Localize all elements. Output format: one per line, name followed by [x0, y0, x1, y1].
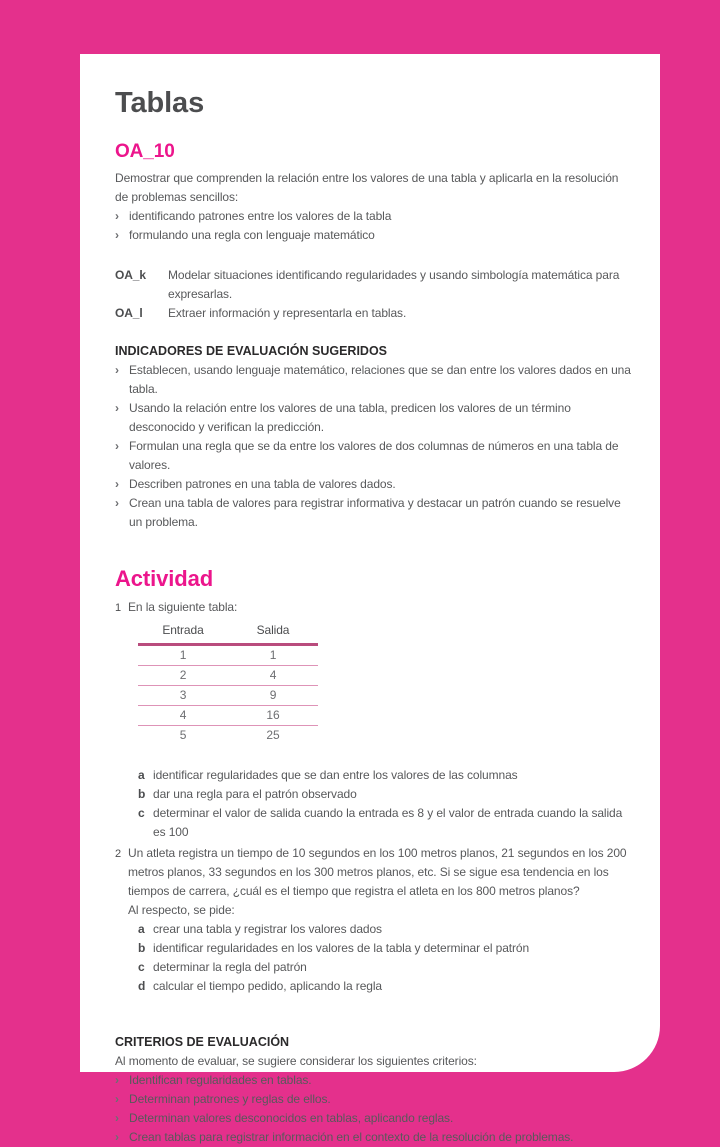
chevron-bullet-icon: › [115, 1111, 119, 1125]
activity-item-1 [115, 598, 632, 842]
page-title: Tablas [115, 87, 205, 119]
table-cell: 9 [228, 686, 318, 706]
list-item [115, 437, 632, 475]
list-item [115, 1090, 632, 1109]
criteria-list [115, 1071, 632, 1147]
list-item-text: Formulan una regla que se da entre los valores de dos columnas de números en una tabla de valores. [129, 439, 619, 472]
table-cell: 1 [228, 645, 318, 666]
table-header-row [138, 621, 318, 645]
table-cell: 4 [228, 666, 318, 686]
oa-ref-label: OA_k [115, 268, 146, 282]
list-item [115, 1128, 632, 1147]
activity-2-task-list [138, 920, 632, 996]
table-row [138, 686, 318, 706]
list-item [115, 1109, 632, 1128]
chevron-bullet-icon: › [115, 1130, 119, 1144]
oa-references [115, 266, 632, 323]
table-row [138, 726, 318, 746]
activity-item-2-text: Un atleta registra un tiempo de 10 segundos en los 100 metros planos, 21 segundos en los 200 metros planos, 33 segundos en los 300 metros planos, etc. Si se sigue esa tendencia en los tiempos de carrera, ¿cuál es el tiempo que registra el atleta en los 800 metros planos? [128, 846, 627, 898]
table-header-cell: Entrada [138, 621, 228, 645]
task-text: dar una regla para el patrón observado [153, 787, 357, 801]
table-row [138, 706, 318, 726]
table-header-cell: Salida [228, 621, 318, 645]
task-item [138, 785, 632, 804]
task-text: determinar el valor de salida cuando la entrada es 8 y el valor de entrada cuando la salida es 100 [153, 806, 623, 839]
item-body [128, 844, 632, 996]
activity-1-task-list [138, 766, 632, 842]
oa-ref-text: Modelar situaciones identificando regularidades y usando simbología matemática para expresarlas. [168, 268, 620, 301]
task-item [138, 939, 632, 958]
task-letter: b [138, 787, 146, 801]
table-cell: 25 [266, 728, 280, 742]
item-body [128, 598, 632, 842]
list-item [115, 399, 632, 437]
list-item [115, 207, 632, 226]
task-text: identificar regularidades en los valores de la tabla y determinar el patrón [153, 941, 530, 955]
task-letter: d [138, 979, 146, 993]
chevron-bullet-icon: › [115, 1092, 119, 1106]
chevron-bullet-icon: › [115, 228, 119, 242]
list-item-text: Identifican regularidades en tablas. [129, 1073, 312, 1087]
criteria-heading: CRITERIOS DE EVALUACIÓN [115, 1035, 290, 1049]
list-item-text: identificando patrones entre los valores de la tabla [129, 209, 392, 223]
task-letter: a [138, 768, 145, 782]
list-item [115, 361, 632, 399]
oa-ref-row [115, 304, 632, 323]
task-letter: b [138, 941, 146, 955]
item-number: 2 [115, 848, 122, 860]
task-letter: c [138, 806, 145, 820]
indicators-list [115, 361, 632, 532]
table-row [138, 645, 318, 666]
oa10-heading: OA_10 [115, 141, 175, 162]
activity-item-2-text2: Al respecto, se pide: [128, 903, 235, 917]
task-item [138, 977, 632, 996]
chevron-bullet-icon: › [115, 363, 119, 377]
task-text: crear una tabla y registrar los valores dados [153, 922, 382, 936]
entrada-salida-table [138, 621, 318, 745]
list-item [115, 226, 632, 245]
item-number: 1 [115, 602, 122, 614]
table-cell: 1 [138, 645, 228, 666]
list-item-text: Crean tablas para registrar información en el contexto de la resolución de problemas. [129, 1130, 574, 1144]
oa-ref-row [115, 266, 632, 304]
list-item-text: Establecen, usando lenguaje matemático, relaciones que se dan entre los valores dados en una tabla. [129, 363, 631, 396]
task-text: determinar la regla del patrón [153, 960, 307, 974]
table-cell: 2 [138, 666, 228, 686]
list-item-text: Usando la relación entre los valores de una tabla, predicen los valores de un término desconocido y verifican la predicción. [129, 401, 571, 434]
oa-ref-text: Extraer información y representarla en tablas. [168, 306, 407, 320]
list-item-text: Describen patrones en una tabla de valores dados. [129, 477, 396, 491]
list-item-text: formulando una regla con lenguaje matemático [129, 228, 375, 242]
chevron-bullet-icon: › [115, 496, 119, 510]
chevron-bullet-icon: › [115, 1073, 119, 1087]
task-letter: c [138, 960, 145, 974]
list-item-text: Determinan patrones y reglas de ellos. [129, 1092, 331, 1106]
activity-heading: Actividad [115, 566, 214, 591]
activity-item-1-text: En la siguiente tabla: [128, 600, 238, 614]
task-text: calcular el tiempo pedido, aplicando la regla [153, 979, 382, 993]
task-text: identificar regularidades que se dan entre los valores de las columnas [153, 768, 518, 782]
list-item-text: Crean una tabla de valores para registrar informativa y destacar un patrón cuando se resuelve un problema. [129, 496, 621, 529]
indicators-heading: INDICADORES DE EVALUACIÓN SUGERIDOS [115, 344, 388, 358]
table-cell: 3 [138, 686, 228, 706]
task-letter: a [138, 922, 145, 936]
activity-item-2 [115, 844, 632, 996]
task-item [138, 766, 632, 785]
table-cell: 4 [138, 706, 228, 726]
list-item-text: Determinan valores desconocidos en tablas, aplicando reglas. [129, 1111, 454, 1125]
list-item [115, 475, 632, 494]
oa-ref-label: OA_l [115, 306, 143, 320]
oa10-bullet-list [115, 207, 632, 245]
table-cell: 16 [228, 706, 318, 726]
spacer [115, 996, 632, 1014]
table-cell: 5 [179, 728, 187, 742]
chevron-bullet-icon: › [115, 439, 119, 453]
table-row [138, 666, 318, 686]
chevron-bullet-icon: › [115, 209, 119, 223]
task-item [138, 920, 632, 939]
task-item [138, 804, 632, 842]
criteria-intro: Al momento de evaluar, se sugiere considerar los siguientes criterios: [115, 1054, 477, 1068]
content-card [80, 54, 660, 1144]
chevron-bullet-icon: › [115, 401, 119, 415]
list-item [115, 1071, 632, 1090]
task-item [138, 958, 632, 977]
list-item [115, 494, 632, 532]
oa10-intro: Demostrar que comprenden la relación entre los valores de una tabla y aplicarla en la resolución de problemas sencillos: [115, 171, 619, 204]
card-content [80, 54, 660, 1147]
chevron-bullet-icon: › [115, 477, 119, 491]
